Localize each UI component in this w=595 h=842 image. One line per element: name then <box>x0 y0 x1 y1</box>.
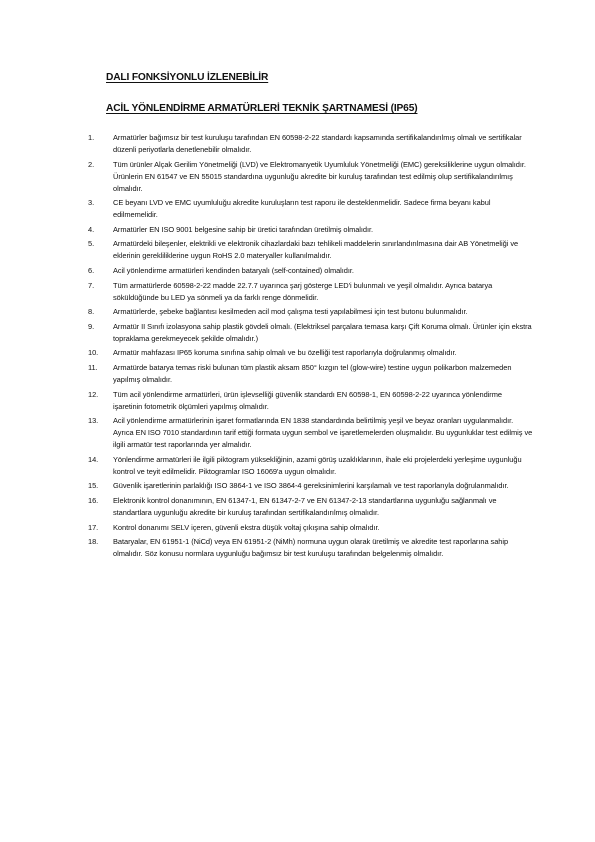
list-item-number: 16. <box>88 495 99 505</box>
list-item <box>88 132 533 156</box>
list-item-number: 18. <box>88 537 99 547</box>
list-item-text: Armatürdeki bileşenler, elektrikli ve elektronik cihazlardaki bazı tehlikeli maddelerin sınırlandırılmasına dair AB Yönetmeliği ve eklerinin gerekliliklerine uygun RoHS 2.0 materyaller kullanılmalıdır. <box>113 239 519 261</box>
list-item-number: 11. <box>88 362 98 372</box>
list-item <box>88 238 533 262</box>
list-item-number: 4. <box>88 224 95 234</box>
list-item <box>88 415 533 451</box>
list-item <box>88 280 533 304</box>
list-item <box>88 536 533 560</box>
list-item <box>88 495 533 519</box>
list-item-number: 15. <box>88 481 99 491</box>
list-item-text: Kontrol donanımı SELV içeren, güvenli ekstra düşük voltaj çıkışına sahip olmalıdır. <box>113 522 380 532</box>
list-item-text: Armatür mahfazası IP65 koruma sınıfına sahip olmalı ve bu özelliği test raporlarıyla doğrulanmış olmalıdır. <box>113 348 457 358</box>
list-item-text: Armatürler bağımsız bir test kuruluşu tarafından EN 60598-2-22 standardı kapsamında sertifikalandırılmış olmalı ve sertifikalar düzenli periyotlarla denetlenebilir olmalıdır. <box>113 133 522 154</box>
list-item <box>88 362 533 386</box>
list-item-text: Yönlendirme armatürleri ile ilgili piktogram yüksekliğinin, azami görüş uzaklıklarının, ihale eki projelerdeki yerleşime uygunluğu kontrol ve teyit edilmelidir. Piktogramlar ISO 16069'a uygun olmalıdır. <box>113 454 522 476</box>
list-item-text: Acil yönlendirme armatürleri kendinden bataryalı (self-contained) olmalıdır. <box>113 265 354 275</box>
list-item <box>88 197 533 221</box>
list-item-text: Armatürde batarya temas riski bulunan tüm plastik aksam 850° kızgın tel (glow-wire) testine uygun polikarbon malzemeden yapılmış olmalıdır. <box>113 362 512 384</box>
list-item-number: 3. <box>88 198 95 208</box>
list-item-text: Armatürler EN ISO 9001 belgesine sahip bir üretici tarafından üretilmiş olmalıdır. <box>113 224 374 234</box>
list-item <box>88 347 533 359</box>
document-subtitle: ACİL YÖNLENDİRME ARMATÜRLERİ TEKNİK ŞARTNAMESİ (IP65) <box>106 103 418 114</box>
list-item-number: 12. <box>88 389 99 399</box>
document-title: DALI FONKSİYONLU İZLENEBİLİR <box>106 72 269 83</box>
list-item-number: 17. <box>88 522 99 532</box>
list-item-text: Tüm ürünler Alçak Gerilim Yönetmeliği (LVD) ve Elektromanyetik Uyumluluk Yönetmeliği (EMC) gereksiliklerine uygun olmalıdır. Ürünlerin EN 61547 ve EN 55015 standardına uygunluğu akredite bir kuruluş tarafından test edilmiş olup sertifikalandırılmış olmalıdır. <box>113 159 526 193</box>
list-item <box>88 265 533 277</box>
list-item-number: 13. <box>88 416 99 426</box>
list-item-text: Elektronik kontrol donanımının, EN 61347-1, EN 61347-2-7 ve EN 61347-2-13 standartlarına uygunluğu sağlanmalı ve standartlara uygunluğu akredite bir kuruluş tarafından sertifikalandırılmış olmalıdır. <box>113 495 497 517</box>
list-item-text: Tüm acil yönlendirme armatürleri, ürün işlevselliği güvenlik standardı EN 60598-1, EN 60598-2-22 uyarınca yönlendirme işaretinin fotometrik ölçümleri yapılmış olmalıdır. <box>113 389 502 411</box>
list-item <box>88 224 533 236</box>
list-item-text: CE beyanı LVD ve EMC uyumluluğu akredite kuruluşların test raporu ile desteklenmelidir. Sadece firma beyanı kabul edilmemelidir. <box>113 198 491 220</box>
list-item-number: 7. <box>88 280 95 290</box>
list-item <box>88 480 533 492</box>
list-item <box>88 321 533 345</box>
list-item <box>88 306 533 318</box>
list-item-number: 14. <box>88 454 99 464</box>
list-item-text: Tüm armatürlerde 60598-2-22 madde 22.7.7 uyarınca şarj gösterge LED'i bulunmalı ve yeşil olmalıdır. Ayrıca batarya söküldüğünde bu LED ya sönmeli ya da farklı renge dönmelidir. <box>113 280 493 302</box>
list-item <box>88 159 533 195</box>
list-item-number: 10. <box>88 348 99 358</box>
list-item <box>88 454 533 478</box>
list-item-number: 5. <box>88 239 95 249</box>
list-item-text: Güvenlik işaretlerinin parlaklığı ISO 3864-1 ve ISO 3864-4 gereksinimlerini karşılamalı ve test raporlarıyla doğrulanmalıdır. <box>113 481 509 491</box>
list-item <box>88 522 533 534</box>
specification-list <box>88 132 533 560</box>
list-item-text: Armatür II Sınıfı izolasyona sahip plastik gövdeli olmalı. (Elektriksel parçalara temasa karşı Çift Koruma olmalı. Ürünler için ekstra topraklama gerekmeyecek şekilde olmalıdır.) <box>113 321 532 343</box>
list-item-number: 9. <box>88 321 95 331</box>
list-item-number: 8. <box>88 307 95 317</box>
list-item-number: 6. <box>88 265 95 275</box>
list-item-text: Acil yönlendirme armatürlerinin işaret formatlarında EN 1838 standardında belirtilmiş yeşil ve beyaz oranları uygulanmalıdır. Ayrıca EN ISO 7010 standardının tarif ettiği formata uygun sembol ve işaretlemelerden oluşmalıdır. Bu uygunluklar test edilmiş ve ilgili armatür test raporlarında yer almalıdır. <box>113 416 533 450</box>
list-item-number: 1. <box>88 133 95 142</box>
list-item-text: Armatürlerde, şebeke bağlantısı kesilmeden acil mod çalışma testi yapılabilmesi için test butonu bulunmalıdır. <box>113 307 468 317</box>
list-item-number: 2. <box>88 159 95 169</box>
list-item-text: Bataryalar, EN 61951-1 (NiCd) veya EN 61951-2 (NiMh) normuna uygun olarak üretilmiş ve akredite test raporlarına sahip olmalıdır. Söz konusu normlara uygunluğu bağımsız bir test kuruluşu tarafından belgelenmiş olmalıdır. <box>113 537 509 559</box>
list-item <box>88 389 533 413</box>
